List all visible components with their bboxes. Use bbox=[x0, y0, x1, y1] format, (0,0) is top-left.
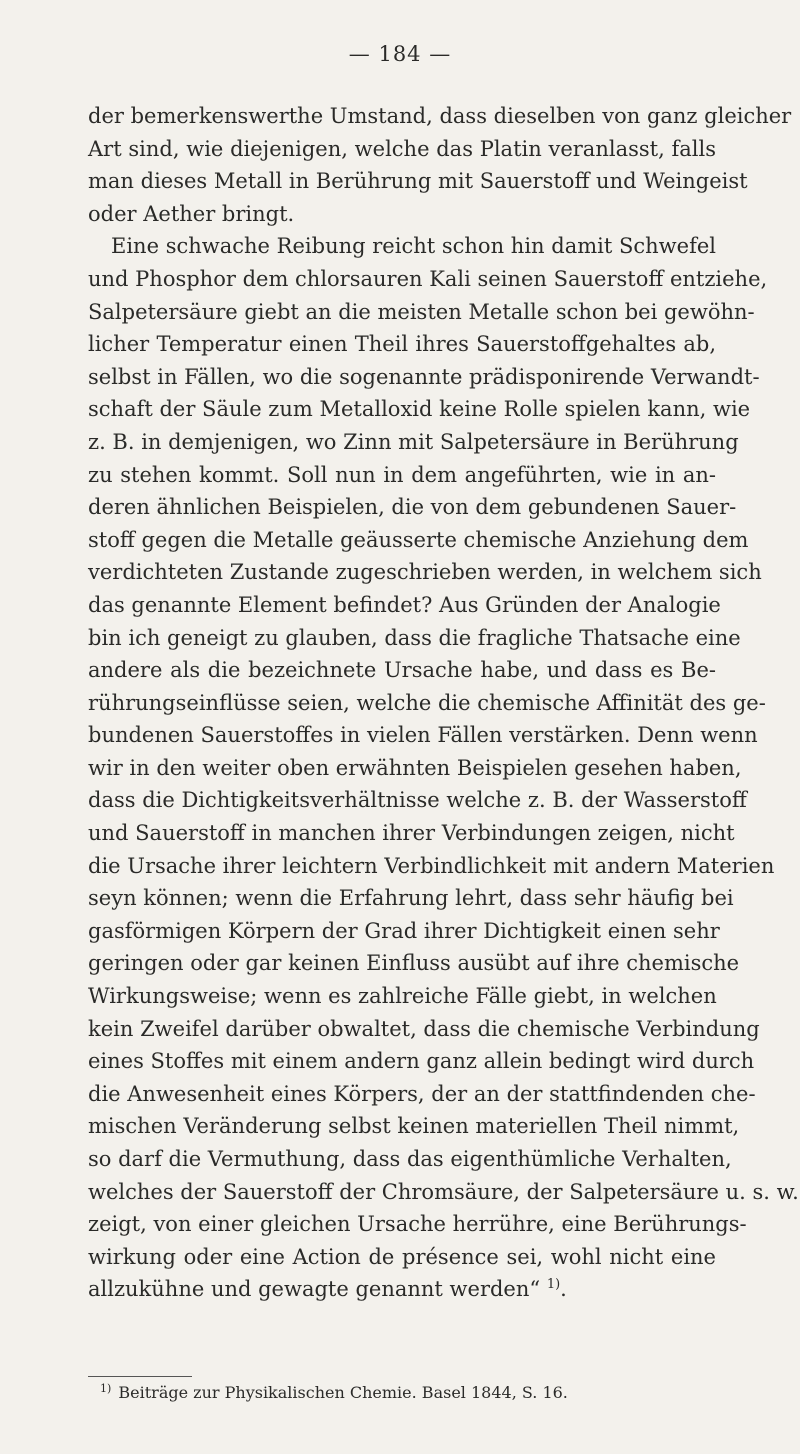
footnote-divider bbox=[88, 1376, 192, 1377]
text-line: deren ähnlichen Beispielen, die von dem gebundenen Sauer- bbox=[88, 495, 737, 520]
text-line: eines Stoffes mit einem andern ganz allein bedingt wird durch bbox=[88, 1049, 755, 1074]
text-line: Art sind, wie diejenigen, welche das Platin veranlasst, falls bbox=[88, 136, 716, 161]
text-line: die Anwesenheit eines Körpers, der an der stattfindenden che- bbox=[88, 1081, 756, 1106]
text-line: gasförmigen Körpern der Grad ihrer Dichtigkeit einen sehr bbox=[88, 918, 720, 943]
text-line: stoff gegen die Metalle geäusserte chemische Anziehung dem bbox=[88, 527, 749, 552]
text-line: Wirkungsweise; wenn es zahlreiche Fälle giebt, in welchen bbox=[88, 984, 717, 1009]
final-punctuation: . bbox=[560, 1277, 567, 1302]
text-line: das genannte Element befindet? Aus Gründen der Analogie bbox=[88, 592, 721, 617]
text-line: rührungseinflüsse seien, welche die chemische Affinität des ge- bbox=[88, 690, 766, 715]
text-line: wir in den weiter oben erwähnten Beispielen gesehen haben, bbox=[88, 755, 742, 780]
text-line: licher Temperatur einen Theil ihres Sauerstoffgehaltes ab, bbox=[88, 332, 716, 357]
text-line: man dieses Metall in Berührung mit Sauerstoff und Weingeist bbox=[88, 169, 748, 194]
text-line: Salpetersäure giebt an die meisten Metalle schon bei gewöhn- bbox=[88, 299, 755, 324]
text-line: zeigt, von einer gleichen Ursache herrühre, eine Berührungs- bbox=[88, 1212, 747, 1237]
text-line: seyn können; wenn die Erfahrung lehrt, dass sehr häufig bei bbox=[88, 886, 734, 911]
final-text-line bbox=[88, 1273, 716, 1306]
text-line: und Phosphor dem chlorsauren Kali seinen Sauerstoff entziehe, bbox=[88, 266, 768, 291]
text-line: verdichteten Zustande zugeschrieben werden, in welchem sich bbox=[88, 560, 762, 585]
footnote-mark: 1) bbox=[100, 1381, 112, 1395]
text-line: z. B. in demjenigen, wo Zinn mit Salpetersäure in Berührung bbox=[88, 429, 739, 454]
text-line: und Sauerstoff in manchen ihrer Verbindungen zeigen, nicht bbox=[88, 821, 735, 846]
text-line: schaft der Säule zum Metalloxid keine Rolle spielen kann, wie bbox=[88, 397, 751, 422]
text-line: welches der Sauerstoff der Chromsäure, der Salpetersäure u. s. w. bbox=[88, 1179, 799, 1204]
footnote-text: Beiträge zur Physikalischen Chemie. Basel 1844, S. 16. bbox=[118, 1383, 568, 1402]
text-line: zu stehen kommt. Soll nun in dem angeführten, wie in an- bbox=[88, 462, 716, 487]
text-line: kein Zweifel darüber obwaltet, dass die chemische Verbindung bbox=[88, 1016, 760, 1041]
footnote bbox=[100, 1382, 568, 1404]
paragraph-start-line: Eine schwache Reibung reicht schon hin damit Schwefel bbox=[111, 234, 716, 259]
text-line: bin ich geneigt zu glauben, dass die fragliche Thatsache eine bbox=[88, 625, 741, 650]
text-line: dass die Dichtigkeitsverhältnisse welche z. B. der Wasserstoff bbox=[88, 788, 747, 813]
text-line: so darf die Vermuthung, dass das eigenthümliche Verhalten, bbox=[88, 1147, 732, 1171]
text-line: bundenen Sauerstoffes in vielen Fällen verstärken. Denn wenn bbox=[88, 723, 758, 748]
text-line: die Ursache ihrer leichtern Verbindlichkeit mit andern Materien bbox=[88, 853, 775, 878]
text-line: geringen oder gar keinen Einfluss ausübt auf ihre chemische bbox=[88, 951, 740, 976]
footnote-reference[interactable]: 1) bbox=[546, 1277, 561, 1293]
text-line: selbst in Fällen, wo die sogenannte prädisponirende Verwandt- bbox=[88, 364, 760, 389]
text-line: der bemerkenswerthe Umstand, dass dieselben von ganz gleicher bbox=[88, 104, 792, 128]
text-line: wirkung oder eine Action de présence sei, wohl nicht eine bbox=[88, 1244, 716, 1269]
body-text bbox=[88, 100, 799, 1306]
text-line: mischen Veränderung selbst keinen materiellen Theil nimmt, bbox=[88, 1114, 740, 1139]
text-line: oder Aether bringt. bbox=[88, 201, 295, 226]
text-line: andere als die bezeichnete Ursache habe, und dass es Be- bbox=[88, 658, 716, 683]
final-line-text: allzukühne und gewagte genannt werden“ bbox=[88, 1277, 541, 1302]
page-number: — 184 — bbox=[348, 42, 452, 66]
